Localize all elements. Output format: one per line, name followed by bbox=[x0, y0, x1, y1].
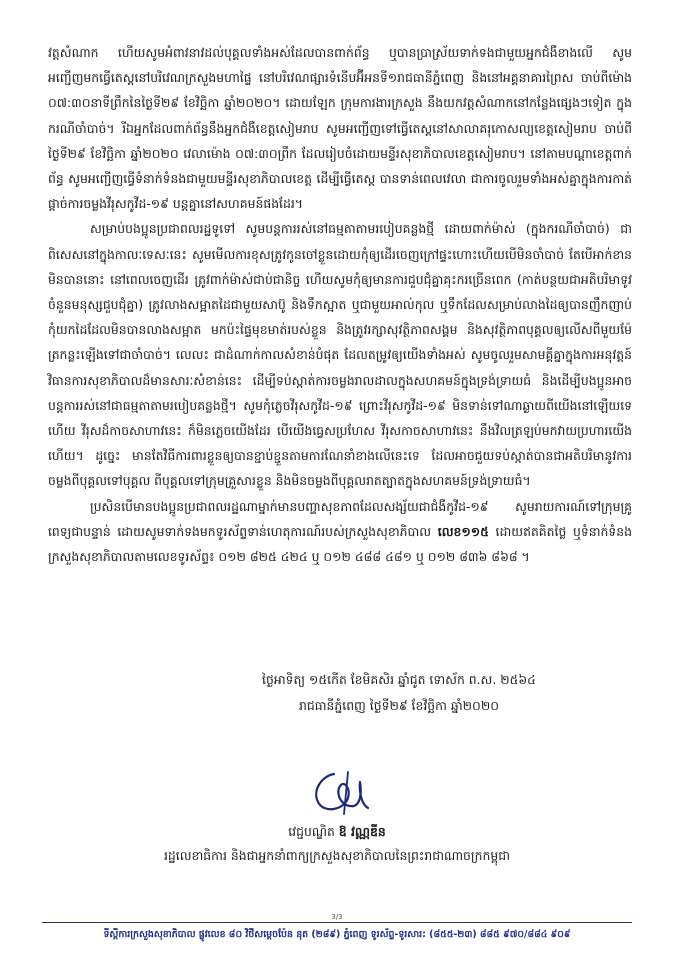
hotline-text-after: ដោយឥតគិតថ្លៃ ឬទំនាក់ទំនងក្រសួងសុខាភិបាលតាមលេខទូរស័ព្ទ៖ ០១២ ៨២៥ ៤២៤ ឬ ០១២ ៤៨៨ ៤៨១ ឬ ០១២ ៨៣៦ ៨៦៨ ។ bbox=[48, 523, 632, 565]
paragraph-public-advice: សម្រាប់បងប្អូនប្រជាពលរដ្ឋទូទៅ សូមបន្តការរស់នៅធម្មតាតាមរបៀបគន្លងថ្មី ដោយពាក់ម៉ាស់ (ក្នុងករណីចាំបាច់) ជាពិសេសនៅក្នុងកាលៈទេសៈនេះ សូមមើលការខុសត្រូវកូនចៅខ្លួនដោយកុំឲ្យដើរចេញក្រៅផ្ទះហោះហើយបើមិនចាំបាច់ តែបើអាក់ខានមិនបាននោះ នៅពេលចេញដើរ ត្រូវពាក់ម៉ាស់ជាប់ជានិច្ច ហើយសូមកុំឲ្យមានការជួបជុំគ្នាគុះករច្រើនពេក (កាត់បន្ថយជាអតិបរិមាទូវចំនួនមនុស្សជួបជុំគ្នា) ត្រូវលាងសម្អាតដៃជាមួយសាប៊ូ និងទឹកស្អាត ឬជាមួយអាល់កុល ឬទឹកដែលសម្រាប់លាងដៃឲ្យបានញឹកញាប់ កុំយកដៃដែលមិនបានលាងសម្អាត មកប៉ះផ្ទៃមុខមាត់របស់ខ្លួន និងត្រូវរក្សាសុវត្ថិភាពសង្គម និងសុវត្ថិភាពបុគ្គលឲ្យលើសពីមួយម៉ែត្រកន្លះឡើងទៅជាចាំបាច់។ លេលះ ជាដំណាក់កាលសំខាន់បំផុត ដែលតម្រូវឲ្យយើងទាំងអស់ សូមចូលរួមសាមគ្គីគ្នាក្នុងការអនុវត្តន៍វិធានការសុខាភិបាលដ៏មានសារៈសំខាន់នេះ ដើម្បីទប់ស្កាត់ការចម្លងរាលដាលក្នុងសហគមន៍ក្នុងទ្រង់ទ្រាយធំ និងដើម្បីបងប្អូនអាចបន្តការរស់នៅជាធម្មតាតាមរបៀបគន្លងថ្មី។ សូមកុំភ្លេចវីរុសកូវីដ-១៩ ព្រោះវីរុសកូវីដ-១៩ មិនទាន់ទៅណាឆ្ងាយពីយើងនៅឡើយទេ ហើយ វីរុសដ៏កាចសាហាវនេះ ក៏មិនភ្លេចយើងដែរ បើយើងធ្វេសប្រហែស វីរុសកាចសាហាវនេះ នឹងវិលត្រឡប់មកវាយប្រហារយើងហើយ។ ដូច្នេះ មានតែវិធីការពារខ្លួនឲ្យបានខ្ជាប់ខ្ជួនតាមការណែនាំខាងលើនេះទេ ដែលអាចជួយទប់ស្កាត់បានជាអតិបរិមានូវការចម្លងពីបុគ្គលទៅបុគ្គល ពីបុគ្គលទៅក្រុមគ្រួសារខ្លួន និងមិនចម្លងពីបុគ្គលរាតត្បាតក្នុងសហគមន៍ទ្រង់ទ្រាយធំ។ bbox=[48, 221, 632, 489]
footer-address: ទីស្តីការក្រសួងសុខាភិបាល ផ្លូវលេខ ៨០ វិថីសម្តេចប៉ែន នុត (២៨៩) ភ្នំពេញ ទូរស័ព្ទ-ទូរសារ: (៨៥៥-២៣) ៨៨៥ ៩៧០/៨៨៤ ៩០៩ bbox=[103, 929, 571, 940]
hotline-number: លេខ១១៥ bbox=[437, 523, 489, 539]
paragraph-testing-instructions: វត្តសំណាក ហើយសូមអំពាវនាវដល់បុគ្គលទាំងអស់ដែលបានពាក់ព័ន្ធ ឬបានប្រាស្រ័យទាក់ទងជាមួយអ្នកជំងឺខាងលើ សូមអញ្ជើញមកធ្វើតេស្តនៅបរិវេណក្រសួងមហាផ្ទៃ នៅបរិវេណផ្សារទំនើបអ៊ីអនទី១រាជធានីភ្នំពេញ និងនៅអគ្គនាគារព្រៃស ចាប់ពីម៉ោង ០៧:៣០នាទីព្រឹកនៃថ្ងៃទី២៩ ខែវិច្ឆិកា ឆ្នាំ២០២០។ ដោយឡែក ក្រុមការងារក្រសួង នឹងយកវត្តសំណាកនៅកន្លែងផ្សេងៗទៀត ក្នុងករណីចាំបាច់។ រីឯអ្នកដែលពាក់ព័ន្ធនឹងអ្នកជំងឺខេត្តសៀមរាប សូមអញ្ជើញទៅធ្វើតេស្តនៅសាលាគរុកោសល្យខេត្តសៀមរាប ចាប់ពីថ្ងៃទី២៩ ខែវិច្ឆិកា ឆ្នាំ២០២០ វេលាម៉ោង ០៧:៣០ព្រឹក ដែលរៀបចំដោយមន្ទីរសុខាភិបាលខេត្តសៀមរាប។ នៅតាមបណ្តាខេត្តពាក់ព័ន្ធ សូមអញ្ជើញធ្វើទំនាក់ទំនងជាមួយមន្ទីរសុខាភិបាលខេត្ត ដើម្បីធ្វើតេស្ត បានទាន់ពេលវេលា ជាការចូលរួមទាំងអស់គ្នាក្នុងការកាត់ផ្តាច់ការចម្លងវីរុសកូវីដ-១៩ បន្តគ្នានៅសហគមន៍ផងដែរ។ bbox=[48, 45, 632, 212]
handwritten-signature bbox=[304, 764, 374, 820]
signer-honorific: វេជ្ជបណ្ឌិត bbox=[288, 824, 335, 839]
place-and-date: រាជធានីភ្នំពេញ ថ្ងៃទី២៩ ខែវិច្ឆិកា ឆ្នាំ២០២០ bbox=[299, 698, 499, 713]
signer-name-line bbox=[0, 824, 674, 843]
hotline-text-before: ប្រសិនបើមានបងប្អូនប្រជាពលរដ្ឋណាម្នាក់មានបញ្ហាសុខភាពដែលសង្ស័យជាជំងឺកូវីដ-១៩ សូមរាយការណ៍ទៅក្រុមគ្រូពេទ្យជាបន្ទាន់ ដោយសូមទាក់ទងមកទូរស័ព្ទទាន់ហេតុការណ៍របស់ក្រសួងសុខាភិបាល bbox=[48, 498, 632, 539]
paragraph-hotline bbox=[48, 494, 632, 570]
signer-name: ឱ វណ្ណឌីន bbox=[338, 824, 386, 839]
letter-body bbox=[48, 40, 632, 569]
page-number: 3/3 bbox=[331, 913, 343, 921]
signer-title: រដ្ឋលេខាធិការ និងជាអ្នកនាំពាក្យក្រសួងសុខាភិបាលនៃព្រះរាជាណាចក្រកម្ពុជា bbox=[163, 848, 510, 863]
lunar-date: ថ្ងៃអាទិត្យ ១៥កើត ខែមិគសិរ ឆ្នាំជូត ទោស័ក ព.ស. ២៥៦៤ bbox=[262, 672, 536, 687]
footer-divider bbox=[42, 922, 632, 923]
